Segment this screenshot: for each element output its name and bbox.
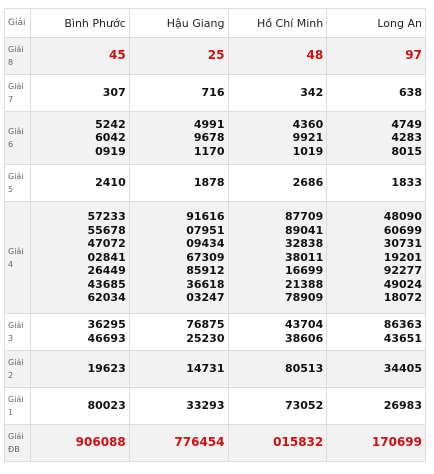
prize-number: 0919 <box>95 144 126 158</box>
prize-number: 1833 <box>391 176 422 190</box>
prize-number: 73052 <box>284 399 324 413</box>
prize-label <box>5 425 31 462</box>
prize-number: 638 <box>399 86 422 100</box>
prize-number: 09434 <box>186 237 225 251</box>
prize-number: 1170 <box>193 144 225 158</box>
prize-row-5 <box>5 165 426 202</box>
prize-number: 80513 <box>284 362 324 376</box>
prize-number: 07951 <box>186 223 225 237</box>
prize-row-8 <box>5 38 426 75</box>
prize-number: 46693 <box>87 332 126 345</box>
prize-number: 33293 <box>186 399 225 413</box>
prize-cell <box>228 351 327 388</box>
prize-number: 92277 <box>383 264 422 278</box>
prize-number: 716 <box>201 86 225 100</box>
prize-number: 307 <box>102 86 126 100</box>
prize-number: 776454 <box>174 435 225 450</box>
province-long-an: Long An <box>327 9 426 38</box>
prize-cell <box>228 38 327 75</box>
prize-cell <box>31 165 130 202</box>
prize-label-line: ĐB <box>8 445 20 454</box>
prize-cell <box>228 165 327 202</box>
prize-number: 60699 <box>383 223 422 237</box>
prize-cell <box>129 351 228 388</box>
prize-number: 32838 <box>284 237 324 251</box>
prize-cell <box>327 38 426 75</box>
prize-number: 14731 <box>186 362 225 376</box>
prize-cell <box>129 388 228 425</box>
prize-number: 5242 <box>95 117 126 131</box>
prize-number: 85912 <box>186 264 225 278</box>
prize-cell <box>129 112 228 165</box>
prize-number: 1019 <box>292 144 324 158</box>
prize-label-line: Giải <box>8 45 24 54</box>
prize-number: 45 <box>109 48 126 63</box>
prize-number: 55678 <box>87 223 126 237</box>
prize-cell <box>31 112 130 165</box>
prize-number: 8015 <box>391 144 422 158</box>
prize-number: 62034 <box>87 291 126 305</box>
prize-row-4 <box>5 202 426 314</box>
prize-cell <box>129 75 228 112</box>
prize-cell <box>31 351 130 388</box>
prize-label-line: Giải <box>8 395 24 404</box>
prize-cell <box>327 388 426 425</box>
prize-number: 4991 <box>193 117 225 131</box>
prize-cell <box>31 314 130 351</box>
prize-number: 67309 <box>186 250 225 264</box>
province-hau-giang: Hậu Giang <box>129 9 228 38</box>
prize-cell <box>228 425 327 462</box>
prize-row-7 <box>5 75 426 112</box>
prize-cell <box>327 351 426 388</box>
header-corner: Giải <box>5 9 31 38</box>
prize-number: 9678 <box>193 131 225 145</box>
results-table <box>4 8 426 462</box>
prize-number: 43704 <box>284 318 324 332</box>
prize-label <box>5 351 31 388</box>
prize-number: 49024 <box>383 277 422 291</box>
prize-label-line: 7 <box>8 95 14 104</box>
prize-label-line: 8 <box>8 58 14 67</box>
prize-cell <box>228 314 327 351</box>
prize-number: 19201 <box>383 250 422 264</box>
prize-number: 4283 <box>391 131 422 145</box>
prize-row-1 <box>5 388 426 425</box>
prize-number: 87709 <box>284 209 324 223</box>
prize-cell <box>129 165 228 202</box>
prize-number: 34405 <box>383 362 422 376</box>
prize-number: 38606 <box>284 332 324 345</box>
prize-number: 2410 <box>95 176 126 190</box>
prize-label-line: 1 <box>8 408 14 417</box>
prize-label-line: Giải <box>8 127 24 136</box>
prize-label-line: Giải <box>8 358 24 367</box>
prize-label-line: 4 <box>8 259 14 269</box>
prize-number: 342 <box>300 86 324 100</box>
prize-number: 4360 <box>292 117 324 131</box>
prize-number: 91616 <box>186 209 225 223</box>
prize-number: 30731 <box>383 237 422 251</box>
prize-number: 36618 <box>186 277 225 291</box>
prize-label-line: 5 <box>8 185 14 194</box>
prize-label-line: Giải <box>8 432 24 441</box>
prize-number: 86363 <box>383 318 422 332</box>
prize-cell <box>327 75 426 112</box>
prize-number: 57233 <box>87 209 126 223</box>
prize-label <box>5 75 31 112</box>
prize-label-line: 6 <box>8 140 14 149</box>
prize-cell <box>327 314 426 351</box>
header-row <box>5 9 426 38</box>
prize-number: 26983 <box>383 399 422 413</box>
prize-number: 76875 <box>186 318 225 332</box>
province-binh-phuoc: Bình Phước <box>31 9 130 38</box>
prize-number: 43651 <box>383 332 422 345</box>
prize-label <box>5 112 31 165</box>
prize-number: 97 <box>405 48 422 63</box>
prize-cell <box>129 202 228 314</box>
prize-number: 89041 <box>284 223 324 237</box>
prize-cell <box>327 202 426 314</box>
prize-cell <box>129 314 228 351</box>
prize-number: 38011 <box>284 250 324 264</box>
prize-number: 03247 <box>186 291 225 305</box>
prize-number: 6042 <box>95 131 126 145</box>
prize-number: 18072 <box>383 291 422 305</box>
prize-cell <box>129 38 228 75</box>
prize-cell <box>327 425 426 462</box>
prize-cell <box>31 202 130 314</box>
prize-number: 1878 <box>193 176 225 190</box>
prize-cell <box>31 388 130 425</box>
prize-label <box>5 38 31 75</box>
prize-number: 02841 <box>87 250 126 264</box>
prize-cell <box>228 202 327 314</box>
prize-label-line: Giải <box>8 321 24 330</box>
prize-row-2 <box>5 351 426 388</box>
prize-label-line: Giải <box>8 172 24 181</box>
prize-number: 9921 <box>292 131 324 145</box>
prize-number: 21388 <box>284 277 324 291</box>
prize-label-line: 3 <box>8 334 14 343</box>
prize-label <box>5 314 31 351</box>
prize-number: 48090 <box>383 209 422 223</box>
prize-number: 26449 <box>87 264 126 278</box>
prize-cell <box>129 425 228 462</box>
prize-number: 80023 <box>87 399 126 413</box>
prize-number: 43685 <box>87 277 126 291</box>
prize-number: 36295 <box>87 318 126 332</box>
prize-cell <box>327 165 426 202</box>
prize-number: 19623 <box>87 362 126 376</box>
prize-number: 47072 <box>87 237 126 251</box>
prize-cell <box>31 38 130 75</box>
prize-number: 2686 <box>292 176 324 190</box>
prize-number: 170699 <box>371 435 422 450</box>
prize-label-line: 2 <box>8 371 14 380</box>
prize-label-line: Giải <box>8 246 24 256</box>
prize-cell <box>228 112 327 165</box>
province-ho-chi-minh: Hồ Chí Minh <box>228 9 327 38</box>
prize-number: 906088 <box>75 435 126 450</box>
prize-number: 78909 <box>284 291 324 305</box>
prize-number: 16699 <box>284 264 324 278</box>
prize-cell <box>228 75 327 112</box>
prize-number: 4749 <box>391 117 422 131</box>
prize-number: 25230 <box>186 332 225 345</box>
prize-cell <box>31 75 130 112</box>
prize-label <box>5 165 31 202</box>
prize-cell <box>327 112 426 165</box>
prize-label-line: Giải <box>8 82 24 91</box>
prize-row-6 <box>5 112 426 165</box>
prize-number: 25 <box>207 48 225 63</box>
prize-cell <box>31 425 130 462</box>
prize-label <box>5 388 31 425</box>
prize-label <box>5 202 31 314</box>
prize-row-3 <box>5 314 426 351</box>
prize-number: 015832 <box>273 435 324 450</box>
prize-row-db <box>5 425 426 462</box>
prize-number: 48 <box>306 48 324 63</box>
prize-cell <box>228 388 327 425</box>
